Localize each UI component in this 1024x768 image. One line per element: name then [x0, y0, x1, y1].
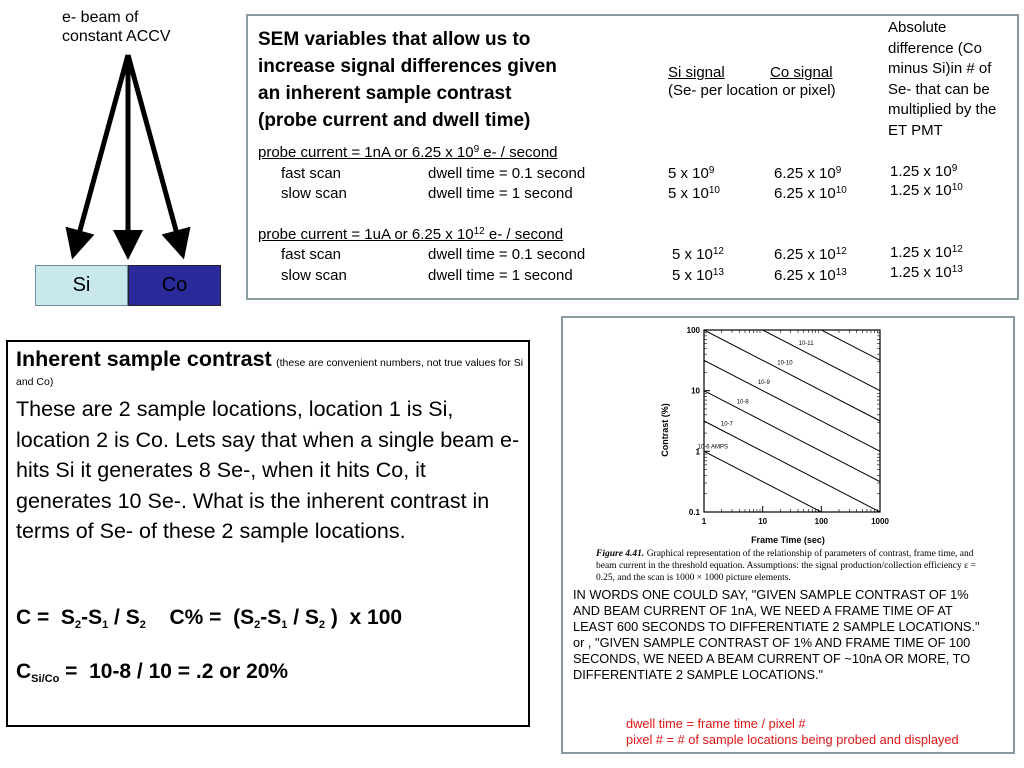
contrast-title [16, 347, 526, 390]
contrast-formula: $C = S_2-S_1 / S_2$ [16, 606, 146, 631]
y-tick-label: 10 [691, 386, 700, 396]
diff-value: 1.25 x $10^{12}$ [890, 244, 963, 261]
abs-diff-line: ET PMT [888, 121, 943, 139]
contrast-frame-time-chart [640, 322, 910, 548]
si-sample-box [35, 265, 128, 306]
series-label: 10-8 [736, 399, 749, 406]
si-value: 5 x $10^{12}$ [672, 246, 724, 263]
caption-label: Figure 4.41. [596, 549, 645, 559]
words-explanation: IN WORDS ONE COULD SAY, "GIVEN SAMPLE CONTRAST OF 1% AND BEAM CURRENT OF 1nA, WE NEED A FRAME TIME OF AT LEAST 600 SECONDS TO DIFFERENTIATE 2 SAMPLE LOCATIONS." or , "GIVEN SAMPLE CONTRAST OF 1% AND FRAME TIME OF 100 SECONDS, WE NEED A BEAM CURRENT OF ~10nA OR MORE, TO DIFFERENTIATE 2 SAMPLE LOCATIONS." [573, 587, 980, 682]
col-header-co: Co signal [770, 64, 833, 81]
current-line [704, 322, 880, 330]
si-value: 5 x $10^{13}$ [672, 267, 724, 284]
co-value: 6.25 x $10^{12}$ [774, 246, 847, 263]
abs-diff-line: minus Si)in # of [888, 60, 992, 77]
contrast-title-note: (these are convenient numbers, not true values for Si and Co) [16, 357, 524, 388]
x-axis-label: Frame Time (sec) [751, 535, 825, 545]
dwell-label: dwell time = 1 second [428, 185, 573, 202]
sem-title-line: (probe current and dwell time) [258, 110, 531, 131]
col-header-abs-diff [888, 18, 1020, 141]
diff-value: 1.25 x $10^{10}$ [890, 182, 963, 199]
beam-arrows [0, 0, 240, 270]
dwell-time-note: dwell time = frame time / pixel # [626, 716, 806, 731]
si-value: 5 x $10^9$ [668, 165, 715, 182]
co-sample-box [128, 265, 221, 306]
beam-label-line2: constant ACCV [62, 28, 171, 45]
scan-label: fast scan [281, 165, 342, 182]
y-tick-label: 0.1 [688, 508, 700, 517]
dwell-label: dwell time = 0.1 second [428, 165, 586, 182]
current-line [704, 322, 880, 360]
hdr-exp: 12 [473, 226, 485, 237]
hdr-text: e- / second [484, 226, 564, 243]
x-tick-label: 1000 [871, 517, 889, 526]
red-notes [626, 716, 959, 748]
hdr-exp: 9 [473, 144, 480, 155]
hdr-text: probe current = 1nA or 6.25 x 10 [258, 144, 474, 161]
x-tick-label: 10 [758, 517, 768, 526]
si-label: Si [72, 274, 91, 296]
abs-diff-line: Se- that can be [888, 80, 990, 98]
sem-title-line: SEM variables that allow us to [258, 29, 531, 50]
sem-title [258, 26, 638, 134]
figure-caption [596, 548, 991, 584]
abs-diff-line: Absolute [888, 19, 947, 36]
series-label: 10-11 [798, 341, 814, 348]
current-line [701, 451, 880, 542]
current-line [704, 391, 880, 482]
current-line [704, 421, 880, 512]
scan-label: slow scan [281, 185, 347, 202]
co-value: 6.25 x $10^{10}$ [774, 185, 847, 202]
abs-diff-line: difference (Co [888, 39, 982, 57]
series-label: 10-7 [720, 421, 733, 428]
scan-label: fast scan [281, 246, 342, 263]
abs-diff-line: multiplied by the [888, 101, 997, 118]
series-label: 10-6 AMPS [697, 444, 728, 451]
dwell-label: dwell time = 0.1 second [428, 246, 586, 263]
beam-arrow-right [128, 55, 180, 245]
dwell-label: dwell time = 1 second [428, 267, 573, 284]
y-axis-label: Contrast (%) [660, 403, 670, 457]
diff-value: 1.25 x $10^9$ [890, 163, 958, 180]
x-tick-label: 100 [814, 517, 829, 526]
contrast-body: These are 2 sample locations, location 1 is Si, location 2 is Co. Lets say that when a single beam e- hits Si it generates 8 Se-, when it hits Co, it generates 10 Se-. What is the inherent contrast in terms of Se- of these 2 sample locations. [16, 397, 520, 543]
sem-title-line: increase signal differences given [258, 56, 557, 77]
series-label: 10-10 [777, 360, 793, 367]
caption-text: Graphical representation of the relationship of parameters of contrast, frame time, and beam current in the threshold equation. Assumptions: the signal production/collection efficiency ε = 0.25, and the scan is 1000 × 1000 picture elements. [596, 549, 976, 583]
beam-label-line1: e- beam of [62, 9, 139, 26]
y-tick-label: 1 [695, 447, 700, 457]
co-value: 6.25 x $10^{13}$ [774, 267, 847, 284]
co-value: 6.25 x $10^9$ [774, 165, 842, 182]
hdr-text: e- / second [479, 144, 558, 161]
probe-current-1na-header [258, 143, 558, 162]
si-value: 5 x $10^{10}$ [668, 185, 720, 202]
pixel-count-note: pixel # = # of sample locations being probed and displayed [626, 732, 959, 747]
col-header-si: Si signal [668, 64, 725, 81]
probe-current-1ua-header [258, 225, 563, 244]
co-label: Co [161, 274, 188, 296]
hdr-text: probe current = 1uA or 6.25 x 10 [258, 226, 474, 243]
series-label: 10-9 [757, 379, 770, 386]
scan-label: slow scan [281, 267, 347, 284]
sem-title-line: an inherent sample contrast [258, 83, 512, 104]
current-line [704, 322, 880, 391]
current-line [704, 360, 880, 451]
current-line [704, 330, 880, 421]
contrast-percent-formula: $C\% = (S_2-S_1 / S_2$ ) x 100 [152, 606, 403, 631]
contrast-title-text: Inherent sample contrast [16, 347, 272, 371]
col-header-sub: (Se- per location or pixel) [668, 82, 836, 99]
contrast-calculation: $C_{Si/Co} = 10-8 / 10 = .2$ or 20% [16, 660, 289, 685]
beam-arrow-left [76, 55, 128, 245]
diff-value: 1.25 x $10^{13}$ [890, 264, 963, 281]
y-tick-label: 100 [686, 326, 700, 335]
x-tick-label: 1 [701, 517, 707, 526]
